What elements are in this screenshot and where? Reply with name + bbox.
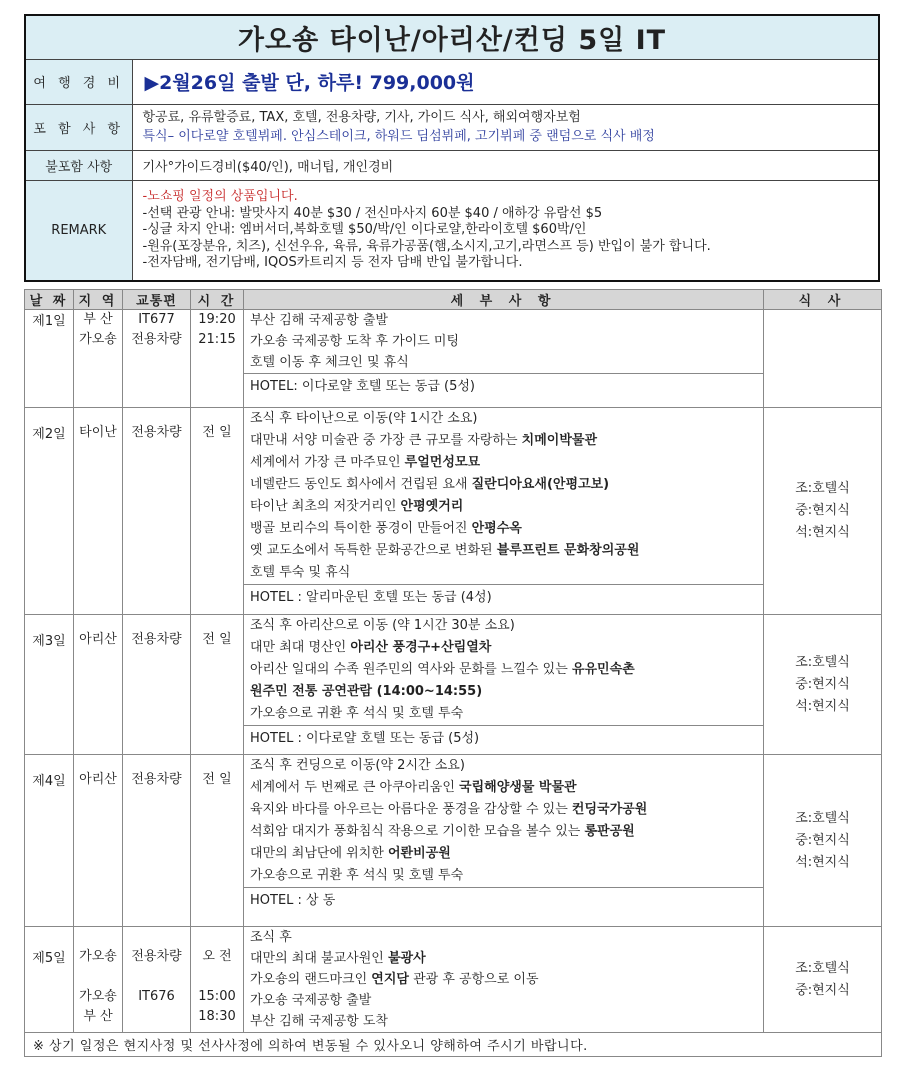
detail-line [250, 474, 757, 496]
remark-line: -싱글 차지 안내: 엠버서더,복화호텔 $50/박/인 이다로얄,한라이호텔 $60박/인 [142, 222, 587, 237]
day-label: 제4일 [25, 755, 74, 927]
detail-line [250, 518, 757, 540]
meal-item: 조:호텔식 [795, 654, 850, 670]
transport-cell [123, 615, 191, 755]
meal-item: 석:현지식 [795, 525, 850, 540]
detail-line [250, 777, 757, 799]
transport-item: 전용차량 [131, 332, 182, 347]
detail-text: 조식 후 컨딩으로 이동(약 2시간 소요) [250, 758, 465, 773]
meal-item: 조:호텔식 [795, 960, 850, 976]
summary-table [24, 14, 880, 282]
region-item: 가오숑 [79, 332, 117, 347]
exclude-label: 불포함 사항 [25, 150, 132, 180]
detail-text: 세계에서 가장 큰 마주묘인 [250, 455, 405, 470]
region-cell [74, 755, 123, 927]
time-item: 15:00 [198, 989, 236, 1004]
schedule-table [24, 289, 882, 1057]
highlight-attraction: 연지담 [371, 972, 409, 987]
region-item: 타이난 [79, 425, 117, 440]
detail-line [250, 703, 757, 725]
meal-item: 중:현지식 [795, 832, 850, 848]
meal-cell [764, 615, 882, 755]
transport-item [123, 1007, 190, 1027]
meal-item: 석:현지식 [795, 854, 850, 870]
detail-line [250, 927, 757, 948]
transport-item: 전용차량 [131, 425, 182, 440]
detail-text: 대만의 최대 불교사원인 [250, 951, 388, 966]
itinerary-document [24, 14, 880, 1057]
meal-cell [764, 310, 882, 408]
meal-item: 조:호텔식 [795, 810, 850, 826]
transport-item: 전용차량 [131, 772, 182, 787]
highlight-attraction: 어롼비공원 [387, 846, 451, 861]
region-item: 가오숑 [79, 989, 117, 1004]
transport-cell [123, 755, 191, 927]
day-row [25, 408, 882, 615]
header-day: 날 짜 [25, 290, 74, 310]
hotel-info: HOTEL: 이다로얄 호텔 또는 동급 (5성) [244, 373, 763, 399]
details-cell [244, 927, 764, 1033]
time-item: 오 전 [202, 949, 232, 964]
meal-cell [764, 755, 882, 927]
detail-line [250, 615, 757, 637]
hotel-info: HOTEL : 이다로얄 호텔 또는 동급 (5성) [244, 725, 763, 751]
header-time: 시 간 [191, 290, 244, 310]
highlight-attraction: 질란디아요새(안평고보) [471, 477, 610, 492]
detail-text: 가오숑으로 귀환 후 석식 및 호텔 투숙 [250, 868, 464, 883]
details-cell [244, 755, 764, 927]
detail-line [250, 865, 757, 887]
detail-lines [244, 408, 763, 584]
remark-value [132, 180, 879, 281]
meal-item: 석:현지식 [795, 698, 850, 714]
highlight-attraction: 치메이박물관 [521, 433, 598, 448]
detail-line [250, 821, 757, 843]
meal-cell [764, 408, 882, 615]
transport-item: IT676 [138, 989, 175, 1004]
time-item: 18:30 [198, 1009, 236, 1024]
highlight-attraction: 아리산 풍경구+산림열차 [350, 640, 492, 655]
detail-text: 옛 교도소에서 독특한 문화공간으로 변화된 [250, 543, 497, 558]
detail-text: 조식 후 타이난으로 이동(약 1시간 소요) [250, 411, 478, 426]
remark-line: -전자담배, 전기담배, IQOS카트리지 등 전자 담배 반입 불가합니다. [142, 255, 523, 270]
detail-text: 네델란드 동인도 회사에서 건립된 요새 [250, 477, 472, 492]
transport-cell [123, 927, 191, 1033]
detail-text: 조식 후 [250, 930, 292, 945]
time-item: 19:20 [198, 312, 236, 327]
detail-text: 타이난 최초의 저잣거리인 [250, 499, 401, 514]
transport-item: 전용차량 [131, 949, 182, 964]
hotel-info: HOTEL : 알리마운틴 호텔 또는 동급 (4성) [244, 584, 763, 610]
include-value [132, 104, 879, 150]
exclude-value: 기사°가이드경비($40/인), 매너팁, 개인경비 [132, 150, 879, 180]
meal-item: 중:현지식 [795, 676, 850, 692]
footnote: ※ 상기 일정은 현지사정 및 선사사정에 의하여 변동될 수 있사오니 양해하여 주시기 바랍니다. [25, 1033, 882, 1057]
detail-lines [244, 615, 763, 725]
detail-line [250, 990, 757, 1011]
header-details: 세 부 사 항 [244, 290, 764, 310]
detail-line [250, 637, 757, 659]
remark-line: -원유(포장분유, 치즈), 신선우유, 육류, 육류가공품(햄,소시지,고기,라면스프 등) 반입이 불가 합니다. [142, 238, 711, 254]
detail-line [250, 562, 757, 584]
highlight-attraction: 안평옛거리 [400, 499, 464, 514]
region-cell [74, 615, 123, 755]
transport-item: 전용차량 [131, 632, 182, 647]
detail-line [250, 540, 757, 562]
time-cell [191, 927, 244, 1033]
detail-text: 아리산 일대의 수족 원주민의 역사와 문화를 느낄수 있는 [250, 662, 572, 677]
region-item [74, 967, 122, 987]
detail-line [250, 969, 757, 990]
detail-text: 조식 후 아리산으로 이동 (약 1시간 30분 소요) [250, 618, 515, 633]
day-label: 제3일 [25, 615, 74, 755]
day-label: 제2일 [25, 408, 74, 615]
time-cell [191, 310, 244, 408]
detail-text: 호텔 이동 후 체크인 및 휴식 [250, 355, 409, 370]
include-line: 항공료, 유류할증료, TAX, 호텔, 전용차량, 기사, 가이드 식사, 해외여행자보험 [142, 110, 581, 125]
detail-text: 대만내 서양 미술관 중 가장 큰 규모를 자랑하는 [250, 433, 522, 448]
time-item: 전 일 [202, 632, 232, 647]
remark-label: REMARK [25, 180, 132, 281]
detail-line [250, 659, 757, 681]
price-label: 여 행 경 비 [25, 59, 132, 104]
time-cell [191, 755, 244, 927]
meal-item: 조:호텔식 [795, 481, 850, 496]
region-cell [74, 408, 123, 615]
highlight-attraction: 국립해양생물 박물관 [459, 780, 577, 795]
detail-text: 호텔 투숙 및 휴식 [250, 565, 351, 580]
day-row [25, 927, 882, 1033]
time-cell [191, 615, 244, 755]
transport-cell [123, 310, 191, 408]
detail-text: 가오숑 국제공항 출발 [250, 993, 372, 1008]
time-item [191, 967, 243, 987]
highlight-attraction: 루얼먼성모묘 [404, 455, 481, 470]
detail-text: 가오숑 국제공항 도착 후 가이드 미팅 [250, 334, 460, 349]
highlight-attraction: 블루프린트 문화창의공원 [496, 543, 640, 558]
detail-text: 부산 김해 국제공항 출발 [250, 313, 388, 328]
highlight-attraction: 불광사 [387, 951, 426, 966]
time-item: 전 일 [202, 772, 232, 787]
detail-line [250, 843, 757, 865]
include-label: 포 함 사 항 [25, 104, 132, 150]
detail-line [250, 496, 757, 518]
detail-text: 육지와 바다를 아우르는 아름다운 풍경을 감상할 수 있는 [250, 802, 572, 817]
details-cell [244, 408, 764, 615]
detail-text: 석회암 대지가 풍화침식 작용으로 기이한 모습을 볼수 있는 [250, 824, 585, 839]
include-special-meal-line: 특식– 이다로얄 호텔뷔페. 안심스테이크, 하워드 딤섬뷔페, 고기뷔페 중 랜덤으로 식사 배정 [142, 129, 655, 144]
detail-line [250, 799, 757, 821]
detail-lines [244, 755, 763, 887]
schedule-header-row [25, 290, 882, 310]
region-item: 아리산 [79, 632, 117, 647]
detail-text: 대만의 최남단에 위치한 [250, 846, 388, 861]
region-item: 부 산 [83, 312, 113, 327]
hotel-info: HOTEL : 상 동 [244, 887, 763, 913]
day-label: 제5일 [25, 927, 74, 1033]
highlight-attraction: 안평수옥 [471, 521, 522, 536]
detail-line [250, 352, 757, 373]
region-item: 부 산 [83, 1009, 113, 1024]
header-meal: 식 사 [764, 290, 882, 310]
detail-lines [244, 927, 763, 1032]
detail-text: 가오숑으로 귀환 후 석식 및 호텔 투숙 [250, 706, 464, 721]
day-label: 제1일 [25, 310, 74, 408]
detail-text: 관광 후 공항으로 이동 [408, 972, 539, 987]
detail-text: 세계에서 두 번째로 큰 아쿠아리움인 [250, 780, 460, 795]
page-title: 가오숑 타이난/아리산/컨딩 5일 IT [25, 15, 879, 59]
transport-item: IT677 [138, 312, 175, 327]
highlight-attraction: 롱판공원 [584, 824, 635, 839]
detail-line [250, 310, 757, 331]
detail-line [250, 1011, 757, 1032]
detail-line [250, 755, 757, 777]
detail-text: 대만 최대 명산인 [250, 640, 351, 655]
region-item: 가오숑 [79, 949, 117, 964]
header-transport: 교통편 [123, 290, 191, 310]
detail-line [250, 452, 757, 474]
time-cell [191, 408, 244, 615]
meal-item: 중:현지식 [795, 503, 850, 518]
remark-line: -선택 관광 안내: 발맛사지 40분 $30 / 전신마사지 60분 $40 / 애하강 유람선 $5 [142, 205, 603, 221]
detail-line [250, 408, 757, 430]
detail-line [250, 331, 757, 352]
remark-line: -노쇼핑 일정의 상품입니다. [142, 189, 298, 204]
transport-item [123, 967, 190, 987]
header-region: 지 역 [74, 290, 123, 310]
day-row [25, 615, 882, 755]
detail-line [250, 948, 757, 969]
highlight-attraction: 유유민속촌 [571, 662, 635, 677]
detail-text: 가오숑의 랜드마크인 [250, 972, 372, 987]
transport-cell [123, 408, 191, 615]
time-item: 21:15 [198, 332, 236, 347]
region-cell [74, 927, 123, 1033]
region-item: 아리산 [79, 772, 117, 787]
detail-text: 부산 김해 국제공항 도착 [250, 1014, 388, 1029]
highlight-attraction: 컨딩국가공원 [571, 802, 648, 817]
detail-text: 뱅골 보리수의 특이한 풍경이 만들어진 [250, 521, 472, 536]
day-row [25, 310, 882, 408]
details-cell [244, 310, 764, 408]
highlight-attraction: 원주민 전통 공연관람 (14:00~14:55) [250, 684, 483, 699]
meal-item: 중:현지식 [795, 982, 850, 998]
detail-lines [244, 310, 763, 373]
details-cell [244, 615, 764, 755]
detail-line [250, 430, 757, 452]
time-item: 전 일 [202, 425, 232, 440]
day-row [25, 755, 882, 927]
meal-cell [764, 927, 882, 1033]
region-cell [74, 310, 123, 408]
price-value: ▶2월26일 출발 단, 하루! 799,000원 [132, 59, 879, 104]
detail-line [250, 681, 757, 703]
